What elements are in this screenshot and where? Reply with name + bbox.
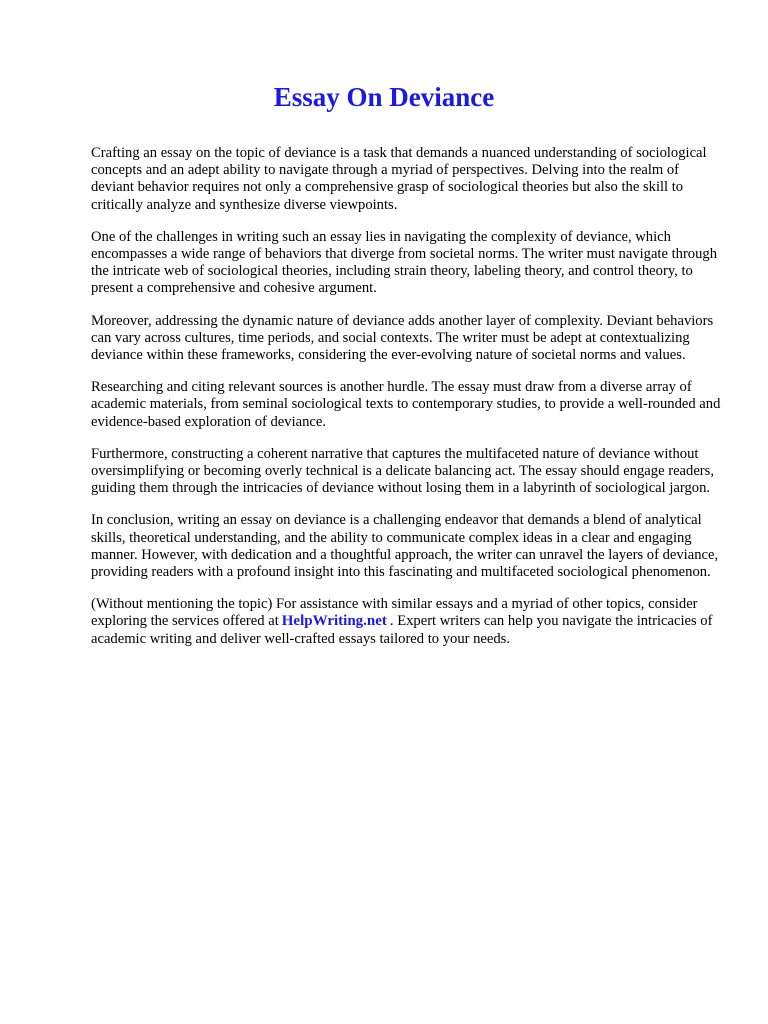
essay-body: [91, 145, 721, 663]
paragraph-6: In conclusion, writing an essay on deviance is a challenging endeavor that demands a blend of analytical skills, theoretical understanding, and the ability to communicate complex ideas in a clear and engaging manner. However, with dedication and a thoughtful approach, the writer can unravel the layers of deviance, providing readers with a profound insight into this fascinating and multifaceted sociological phenomenon.: [91, 512, 719, 581]
paragraph-1: Crafting an essay on the topic of deviance is a task that demands a nuanced understanding of sociological concepts and an adept ability to navigate through a myriad of perspectives. Delving into the realm of deviant behavior requires not only a comprehensive grasp of sociological theories but also the skill to critically analyze and synthesize diverse viewpoints.: [91, 145, 707, 213]
paragraph-4: Researching and citing relevant sources is another hurdle. The essay must draw from a diverse array of academic materials, from seminal sociological texts to contemporary studies, to provide a well-rounded and evidence-based exploration of deviance.: [91, 379, 721, 430]
closing-paragraph: [91, 596, 721, 648]
closing-text-after-link: . Expert writers can help you navigate the intricacies of academic writing and deliver well-crafted essays tailored to your needs.: [91, 613, 713, 647]
paragraph-5: Furthermore, constructing a coherent narrative that captures the multifaceted nature of deviance without oversimplifying or becoming overly technical is a delicate balancing act. The essay should engage readers, guiding them through the intricacies of deviance without losing them in a labyrinth of sociological jargon.: [91, 445, 714, 497]
page-title: Essay On Deviance: [273, 82, 495, 112]
paragraph-2: One of the challenges in writing such an essay lies in navigating the complexity of deviance, which encompasses a wide range of behaviors that diverge from societal norms. The writer must navigate through the intricate web of sociological theories, including strain theory, labeling theory, and control theory, to present a comprehensive and cohesive argument.: [91, 228, 717, 297]
closing-text-before-link: (Without mentioning the topic) For assistance with similar essays and a myriad of other topics, consider exploring the services offered at: [91, 596, 698, 630]
helpwriting-link[interactable]: HelpWriting.net: [281, 613, 387, 630]
paragraph-3: Moreover, addressing the dynamic nature of deviance adds another layer of complexity. Deviant behaviors can vary across cultures, time periods, and social contexts. The writer must be adept at contextualizing deviance within these frameworks, considering the ever-evolving nature of societal norms and values.: [91, 312, 714, 364]
